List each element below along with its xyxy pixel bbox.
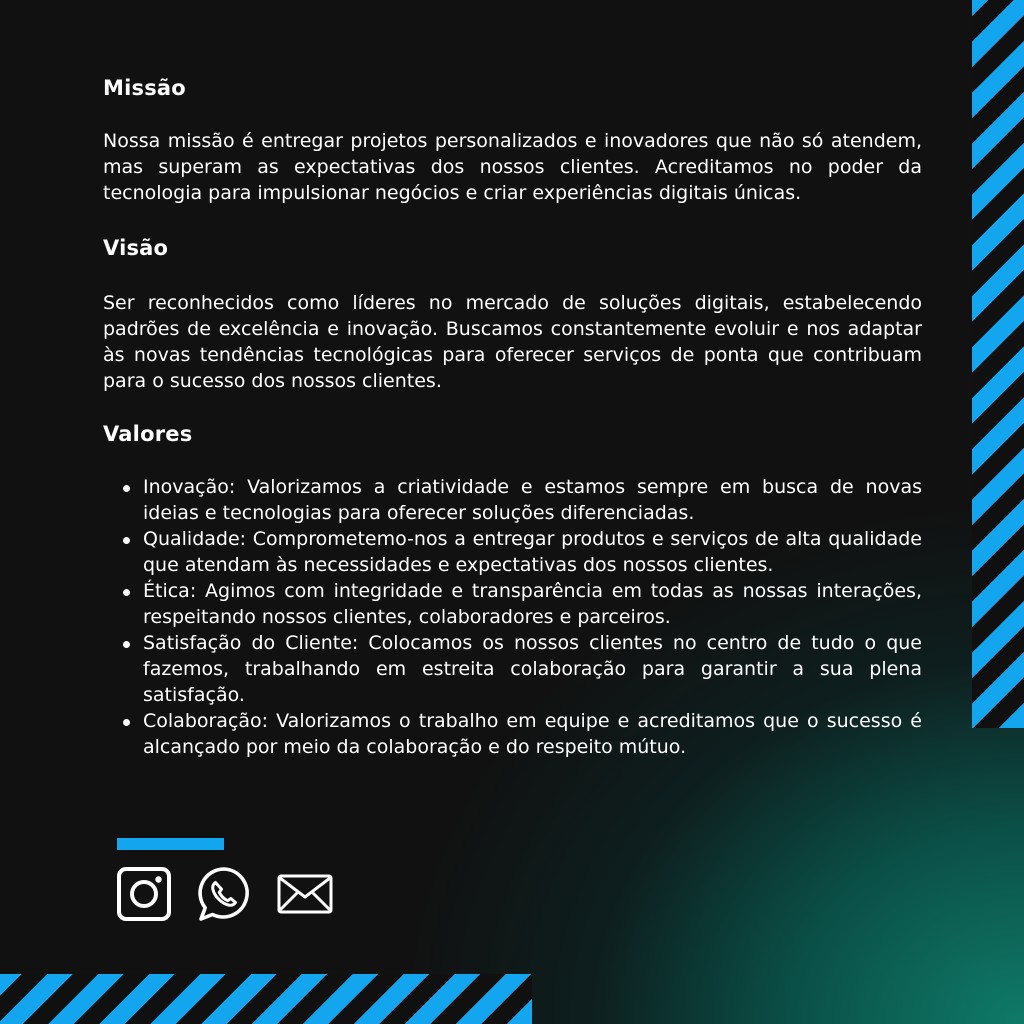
text-visao: Ser reconhecidos como líderes no mercado de soluções digitais, estabelecendo padrões de excelência e inovação. Buscamos constantemente evoluir e nos adaptar às novas tendências tecnológicas para oferecer serviços de ponta que contribuam para o sucesso dos nossos clientes. <box>103 292 922 392</box>
list-item-etica: Ética: Agimos com integridade e transparência em todas as nossas interações, respeitando nossos clientes, colaboradores e parceiros. <box>143 580 922 628</box>
valores-list <box>103 474 922 760</box>
list-item-colaboracao: Colaboração: Valorizamos o trabalho em equipe e acreditamos que o sucesso é alcançado por meio da colaboração e do respeito mútuo. <box>143 710 922 758</box>
whatsapp-icon[interactable] <box>196 866 252 922</box>
section-missao <box>103 74 922 206</box>
heading-visao: Visão <box>103 236 169 260</box>
list-item-inovacao: Inovação: Valorizamos a criatividade e estamos sempre em busca de novas ideias e tecnologias para oferecer soluções diferenciadas. <box>143 476 922 524</box>
decorative-stripes-right <box>972 0 1024 728</box>
section-visao <box>103 234 922 394</box>
list-item-qualidade: Qualidade: Comprometemo-nos a entregar produtos e serviços de alta qualidade que atendam às necessidades e expectativas dos nossos clientes. <box>143 528 922 576</box>
section-valores <box>103 420 922 760</box>
instagram-icon[interactable] <box>116 866 172 922</box>
main-content <box>103 74 922 760</box>
list-item-satisfacao: Satisfação do Cliente: Colocamos os nossos clientes no centro de tudo o que fazemos, trabalhando em estreita colaboração para garantir a sua plena satisfação. <box>143 632 922 706</box>
heading-missao: Missão <box>103 76 186 100</box>
heading-valores: Valores <box>103 422 193 446</box>
text-missao: Nossa missão é entregar projetos personalizados e inovadores que não só atendem, mas superam as expectativas dos nossos clientes. Acreditamos no poder da tecnologia para impulsionar negócios e criar experiências digitais únicas. <box>103 130 922 204</box>
email-icon[interactable] <box>277 872 333 916</box>
accent-bar <box>117 838 224 850</box>
decorative-stripes-bottom <box>0 974 532 1024</box>
